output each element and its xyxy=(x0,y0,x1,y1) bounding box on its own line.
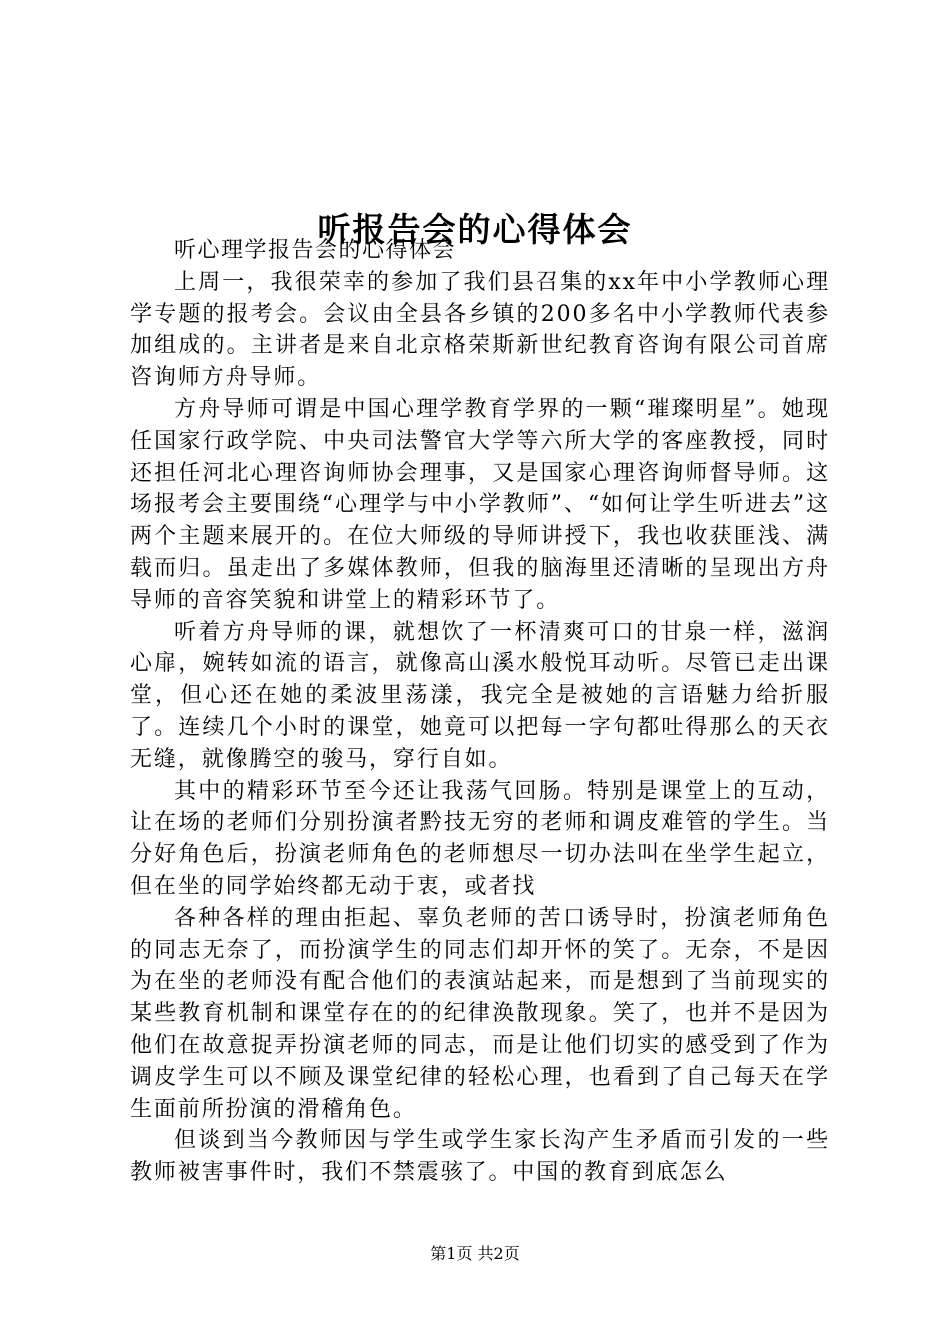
paragraph: 听着方舟导师的课，就想饮了一杯清爽可口的甘泉一样，滋润心扉，婉转如流的语言，就像高山溪水般悦耳动听。尽管已走出课堂，但心还在她的柔波里荡漾，我完全是被她的言语魅力给折服了。连续几个小时的课堂，她竟可以把每一字句都吐得那么的天衣无缝，就像腾空的骏马，穿行自如。 xyxy=(130,619,830,772)
page-title: 听报告会的心得体会 xyxy=(317,210,633,250)
paragraph: 上周一，我很荣幸的参加了我们县召集的xx年中小学教师心理学专题的报考会。会议由全县各乡镇的200多名中小学教师代表参加组成的。主讲者是来自北京格荣斯新世纪教育咨询有限公司首席咨询师方舟导师。 xyxy=(130,269,830,391)
paragraph: 各种各样的理由拒起、辜负老师的苦口诱导时，扮演老师角色的同志无奈了，而扮演学生的同志们却开怀的笑了。无奈，不是因为在坐的老师没有配合他们的表演站起来，而是想到了当前现实的某些教育机制和课堂存在的的纪律涣散现象。笑了，也并不是因为他们在故意捉弄扮演老师的同志，而是让他们切实的感受到了作为调皮学生可以不顾及课堂纪律的轻松心理，也看到了自己每天在学生面前所扮演的滑稽角色。 xyxy=(130,905,830,1122)
paragraph-subtitle: 听心理学报告会的心得体会 xyxy=(174,238,457,263)
paragraph: 但谈到当今教师因与学生或学生家长沟产生矛盾而引发的一些教师被害事件时，我们不禁震骇了。中国的教育到底怎么 xyxy=(130,1128,830,1186)
paragraph: 其中的精彩环节至今还让我荡气回肠。特别是课堂上的互动，让在场的老师们分别扮演者黔技无穷的老师和调皮难管的学生。当分好角色后，扮演老师角色的老师想尽一切办法叫在坐学生起立，但在坐的同学始终都无动于衷，或者找 xyxy=(130,778,830,899)
page-number-footer: 第1页 共2页 xyxy=(430,1244,520,1263)
paragraph: 方舟导师可谓是中国心理学教育学界的一颗“璀璨明星”。她现任国家行政学院、中央司法警官大学等六所大学的客座教授，同时还担任河北心理咨询师协会理事，又是国家心理咨询师督导师。这场报考会主要围绕“心理学与中小学教师”、“如何让学生听进去”这两个主题来展开的。在位大师级的导师讲授下，我也收获匪浅、满载而归。虽走出了多媒体教师，但我的脑海里还清晰的呈现出方舟导师的音容笑貌和讲堂上的精彩环节了。 xyxy=(130,396,830,613)
document-body xyxy=(130,235,830,1189)
